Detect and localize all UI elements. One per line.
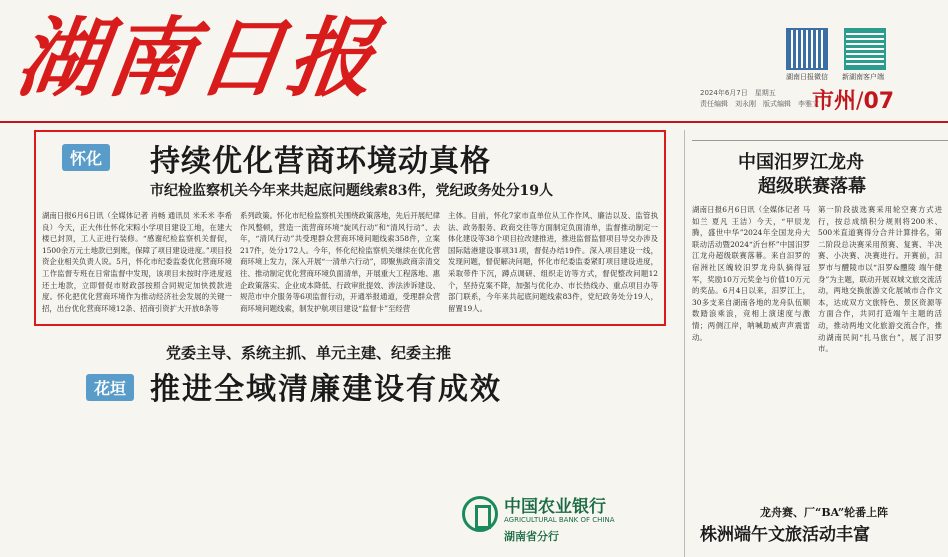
right-story-col2: 第一阶段拔选赛采用轮空赛方式进行，按总成绩积分规则将200米、500米直道赛得分合并计算排名，第二阶段总决赛采用预赛、复赛、半决赛、小决赛、决赛进行。开赛前，汨罗市与醴陵市以“汨罗&醴陵 端午健身”为主题，联动开展双城文旅交流活动，两地交换旅游文化展城市合作文本，达成双方文旅特色、景区资源等方面合作，共同打造端午主题的活动，推动两地文化旅游交流合作，推动湖南民间“扎马旅台”，展了汨罗市。 [818, 205, 942, 354]
dateline: 2024年6月7日 星期五 [700, 89, 776, 97]
bank-logo-icon [462, 496, 498, 532]
lead-story-tag: 怀化 [62, 144, 110, 171]
lead-story-headline[interactable]: 持续优化营商环境动真格 [150, 144, 491, 179]
right-story-headline-line2[interactable]: 超级联赛落幕 [758, 176, 866, 197]
second-story-headline[interactable]: 推进全域清廉建设有成效 [150, 372, 502, 407]
page-number: 07 [863, 89, 895, 114]
right-story2-headline[interactable]: 株洲端午文旅活动丰富 [700, 525, 870, 545]
editor-credits: 责任编辑 刘永刚 版式编辑 李雅文 [700, 100, 819, 108]
right-story2-kicker: 龙舟赛、厂“BA”轮番上阵 [760, 506, 889, 519]
lead-story-col1: 湖南日报6月6日讯（全媒体记者 肖畅 通讯员 米禾米 李希良）今天，正大伟仕怀化宋粽小学项目建设工地，在建大楼已封顶，工人正进行装修。“感谢纪检监察机关督促，1500余万元土地款已到账，保障了项目建设进度。”项目投资企业相关负责人说。5月，怀化市纪委监委优化营商环境工作监督专班在日常监督中发现，该项目未按时序进度返还土地款，立即督促市财政部按照合同规定加快拨款进度。怀化把优化营商环境作为推动经济社会发展的关键一招，出台优化营商环境12条、招商引资扩大开放8条等 [42, 211, 232, 313]
second-story-kicker: 党委主导、系统主抓、单元主建、纪委主推 [166, 344, 452, 362]
masthead-rule [0, 121, 948, 123]
bank-advertisement[interactable] [462, 484, 672, 557]
qr-code-icon [844, 28, 886, 70]
bank-name-english: AGRICULTURAL BANK OF CHINA [504, 516, 615, 524]
qr-caption: 湖南日报微信 [786, 73, 828, 81]
qr-caption: 新湖南客户端 [842, 73, 884, 81]
right-story-col1: 湖南日报6月6日讯（全媒体记者 马如兰 夏凡 王洁）今天，“甲辰龙腾，盛世中华”2024年全国龙舟大联动活动暨2024“沂台杯”中国汨罗江龙舟超级联赛落幕。来自汨罗的宿洲社区魄较汨罗龙舟队摘得冠军，奖励10万元奖金与价值10万元的奖品。6月4日以来，汨罗江上，30多支来自湖南各地的龙舟队伍顺数踏浪乘浪，竞相上演速度与激情；两侧江岸，呐喊助威声声震雷动。 [692, 205, 810, 342]
section-label: 市州/07 [812, 89, 895, 114]
second-story-tag: 花垣 [86, 374, 134, 401]
lead-story-subheadline: 市纪检监察机关今年来共起底问题线索83件，党纪政务处分19人 [150, 183, 553, 199]
right-story-headline-line1[interactable]: 中国汨罗江龙舟 [738, 152, 864, 173]
right-column-rule [692, 140, 948, 141]
newspaper-title: 湖南日报 [10, 8, 386, 109]
qr-codes [786, 28, 936, 80]
bank-name: 中国农业银行 [504, 497, 606, 517]
column-divider [684, 130, 685, 557]
masthead [0, 0, 948, 120]
bank-branch: 湖南省分行 [504, 530, 559, 543]
section-name: 市州 [812, 89, 857, 114]
qr-code-icon [786, 28, 828, 70]
lead-story-col2: 系列政策。怀化市纪检监察机关围绕政策落地，先后开展纪律作风整顿，营造一流营商环境“旋风行动”和“清风行动”、去年，“清风行动”共受理群众营商环境问题线索358件，立案217件，处分172人。今年，怀化纪检监察机关继续在优化营商环境上发力，深入开展“一清单六行动”，即聚焦政商亲清交往、推动制定优化营商环境负面清单，开展重大工程落地、惠企政策落实、企业成本降低、行政审批提效、涉法涉诉建设、规范市中介服务等6项监督行动，开通举报通道，受理群众营商环境问题线索，制发护航项目建设“监督卡”至经营 [240, 211, 440, 313]
lead-story-col3: 主体。目前，怀化7家市直单位从工作作风、廉洁以及、监管执法、政务服务、政商交往等方面制定负面清单，监督推动制定一体化建设等38个项目拉改建推进，推进监督监督项目导交办涉及国际陆港建设事项31项，督促办结19件。深入项目建设一线，发现问题，督促解决问题，怀化市纪委监委紧盯项目建设进度，采取带件下沉，蹲点调研、组织走访等方式，督促整改问题12个，坚持克案不降，加强与优化办、市长热线办、重点项目办等部门联系，今年来共起底问题线索83件，党纪政务处分19人，留置19人。 [448, 211, 658, 313]
